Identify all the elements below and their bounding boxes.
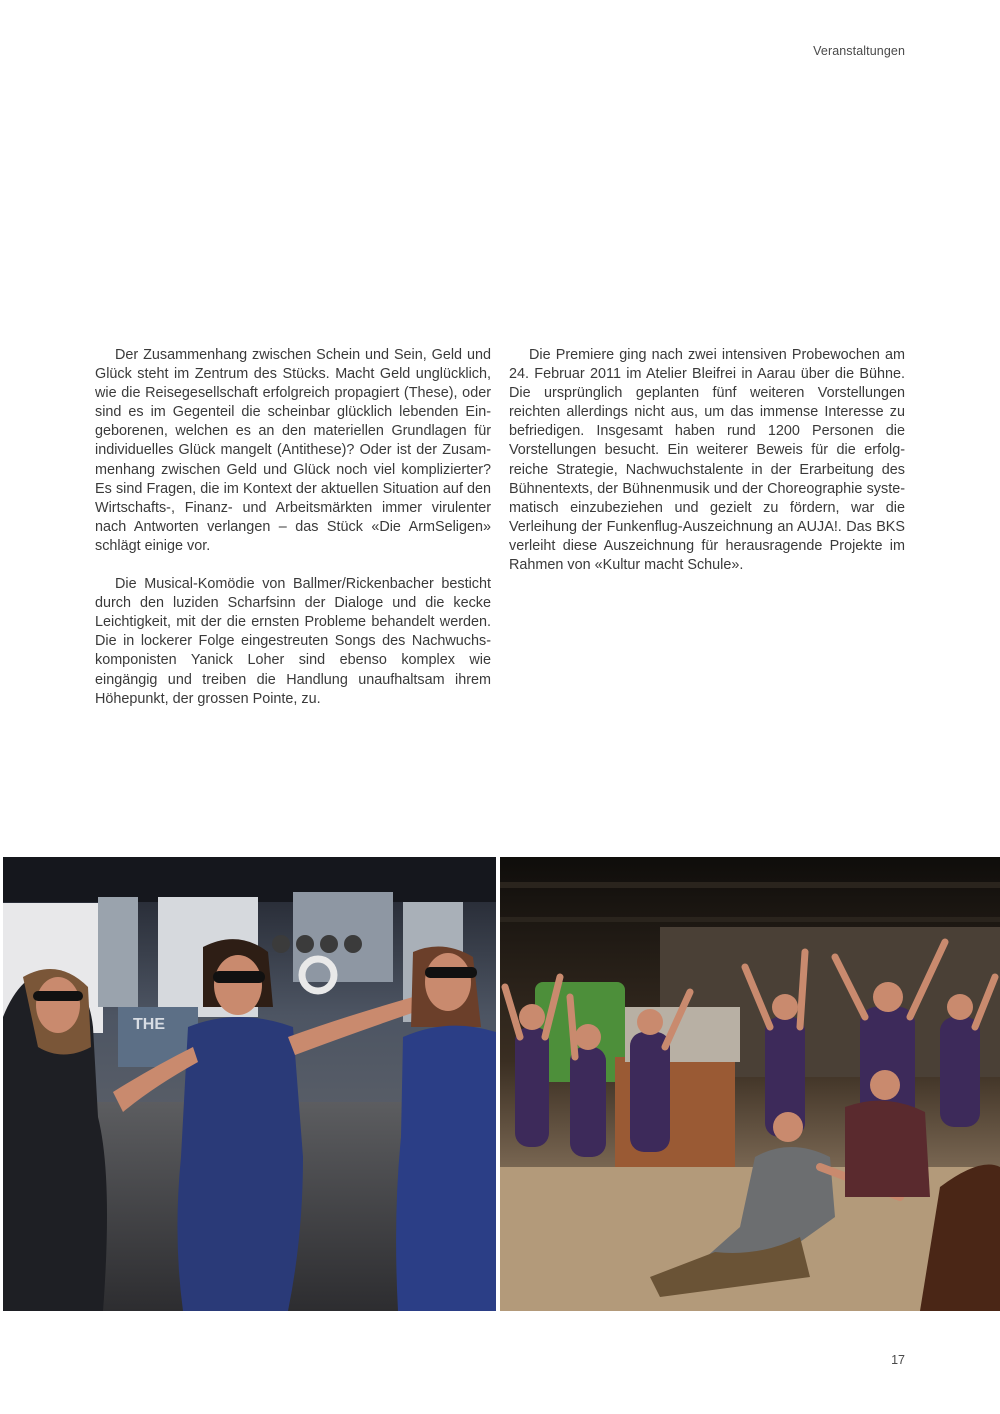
- paragraph: Der Zusammenhang zwischen Schein und Sein, Geld und Glück steht im Zentrum des Stücks. Macht Geld unglücklich, wie die Reisegesellschaft erfolgreich propagiert (These), oder sind es im Gegenteil die scheinbar glücklich lebenden Eingeborenen, welchen es an den materiellen Grundlagen für individuelles Glück mangelt (Antithese)? Oder ist der Zusammenhang zwischen Geld und Glück noch viel komplizierter? Es sind Fragen, die im Kontext der aktuellen Situation auf den Wirtschafts-, Finanz- und Arbeitsmärkten immer virulenter nach Antworten verlangen – das Stück «Die ArmSeligen» schlägt einige vor.: [95, 347, 491, 554]
- section-label: Veranstaltungen: [813, 44, 905, 58]
- page-number: 17: [891, 1353, 905, 1367]
- text-column-right: [509, 346, 905, 594]
- photo-ensemble-dance: [500, 857, 1000, 1311]
- stage-sign-text: THE: [133, 1016, 165, 1033]
- paragraph: Die Musical-Komödie von Ballmer/Rickenbacher besticht durch den luziden Scharfsinn der Dialoge und die kecke Leichtigkeit, mit der die ernsten Probleme behandelt werden. Die in lockerer Folge eingestreuten Songs des Nachwuchskomponisten Yanick Loher sind ebenso komplex wie eingängig und treiben die Handlung unaufhaltsam ihrem Höhepunkt, der grossen Pointe, zu.: [95, 576, 491, 707]
- text-column-left: [95, 346, 491, 728]
- paragraph: Die Premiere ging nach zwei intensiven Probewochen am 24. Februar 2011 im Atelier Bleifrei in Aarau über die Bühne. Die ursprünglich geplanten fünf weiteren Vorstellungen reichten allerdings nicht aus, um das immense Interesse zu befriedigen. Insgesamt haben rund 1200 Personen die Vorstellungen besucht. Ein weiterer Beweis für die erfolgreiche Strategie, Nachwuchstalente in der Erarbeitung des Bühnentexts, der Bühnenmusik und der Choreographie systematisch einzubeziehen und gezielt zu fördern, war die Verleihung der Funkenflug-Auszeichnung an AUJA!. Das BKS verleiht diese Auszeichnung für herausragende Projekte im Rahmen von «Kultur macht Schule».: [509, 347, 905, 574]
- photo-performers-goggles: [3, 857, 496, 1311]
